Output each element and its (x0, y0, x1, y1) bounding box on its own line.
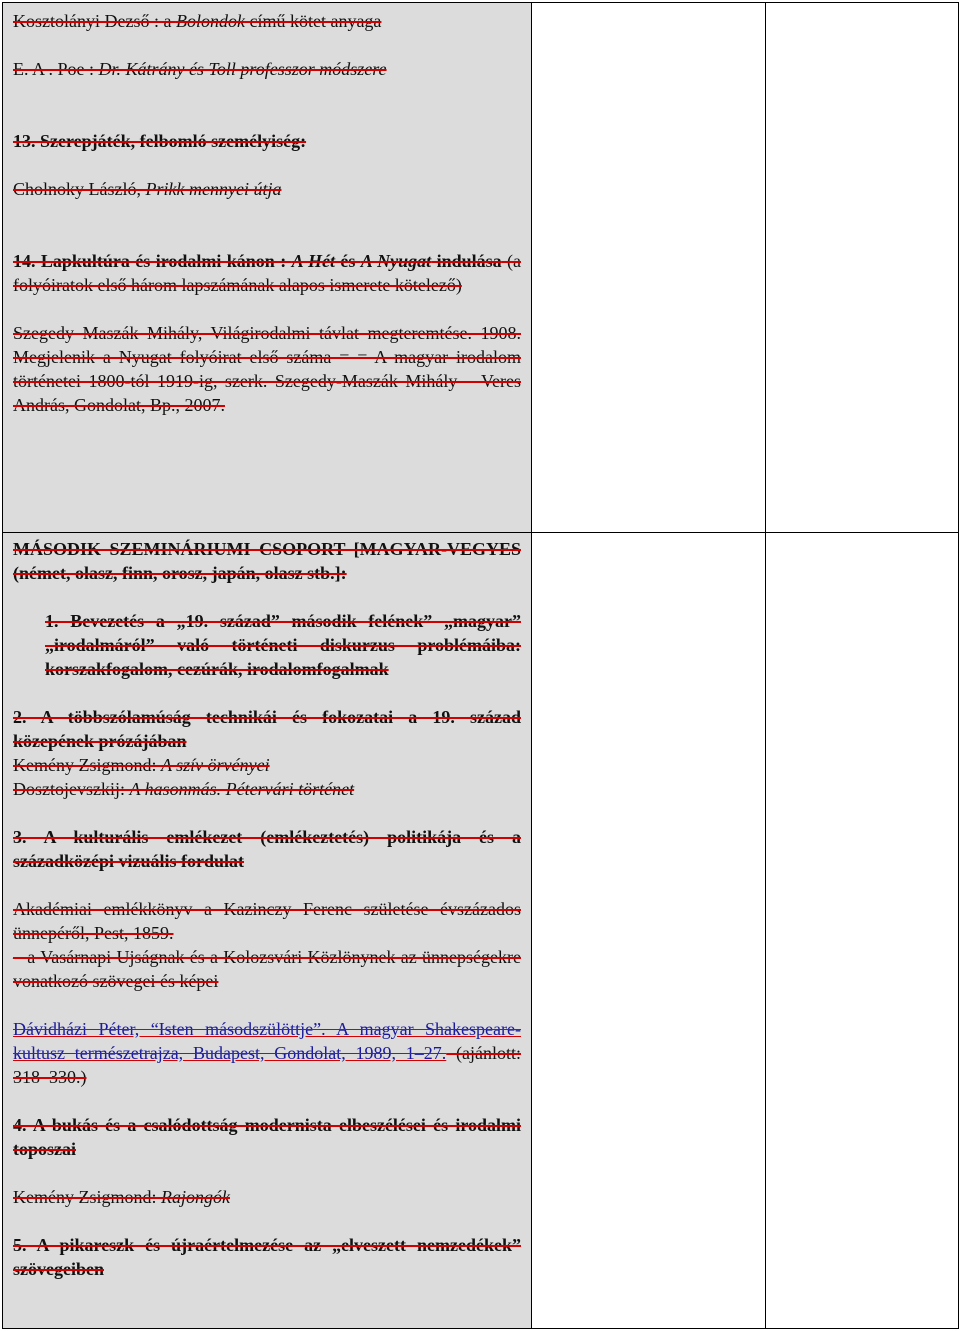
empty-cell (766, 533, 959, 1329)
topic-title: 5. A pikareszk és újraértelmezése az „elveszett nemzedékek” szövegeiben (13, 1235, 521, 1279)
content-cell (3, 533, 532, 1329)
reading-line: Cholnoky László, Prikk mennyei útja (13, 179, 282, 199)
reference-text: – a Vasárnapi Ujságnak és a Kolozsvári Közlönynek az ünnepségekre vonatkozó szövegei és képei (13, 947, 521, 991)
syllabus-table (2, 2, 959, 1329)
reading-line: Dosztojevszkij: A hasonmás. Pétervári történet (13, 779, 355, 799)
reading-line: Kosztolányi Dezső : a Bolondok című kötet anyaga (13, 11, 382, 31)
reading-line: Kemény Zsigmond: A szív örvényei (13, 755, 270, 775)
reference-text: Akadémiai emlékkönyv a Kazinczy Ferenc születése évszázados ünnepéről, Pest, 1859. (13, 899, 521, 943)
empty-cell (532, 533, 766, 1329)
group-title: MÁSODIK SZEMINÁRIUMI CSOPORT [MAGYAR-VEGYES (német, olasz, finn, orosz, japán, olasz stb.]: (13, 539, 521, 583)
empty-cell (766, 3, 959, 533)
topic-title: 13. Szerepjáték, felbomló személyiség: (13, 131, 307, 151)
topic-title: 2. A többszólamúság technikái és fokozatai a 19. század közepének prózájában (13, 707, 521, 751)
reading-line: E. A . Poe : Dr. Kátrány és Toll professzor módszere (13, 59, 387, 79)
reading-line: Kemény Zsigmond: Rajongók (13, 1187, 230, 1207)
reference-text: Szegedy Maszák Mihály, Világirodalmi távlat megteremtése. 1908. Megjelenik a Nyugat folyóirat első száma = = A magyar irodalom történetei 1800-tól 1919-ig, szerk. Szegedy-Maszák Mihály – Veres András, Gondolat, Bp., 2007. (13, 323, 521, 415)
reference-text: Dávidházi Péter, “Isten másodszülöttje”. A magyar Shakespeare-kultusz természetrajza, Budapest, Gondolat, 1989, 1–27. (ajánlott: 318–330.) (13, 1019, 521, 1087)
topic-title: 4. A bukás és a csalódottság modernista elbeszélései és irodalmi toposzai (13, 1115, 521, 1159)
topic-title: 14. Lapkultúra és irodalmi kánon : A Hét és A Nyugat indulása (a folyóiratok első három lapszámának alapos ismerete kötelező) (13, 251, 521, 295)
content-cell (3, 3, 532, 533)
empty-cell (532, 3, 766, 533)
intro-topic: 1. Bevezetés a „19. század” második felének” „magyar” „irodalmáról” való történeti diskurzus problémáiba: korszakfogalom, cezúrák, irodalomfogalmak (45, 611, 521, 679)
table-row (3, 3, 959, 533)
table-row (3, 533, 959, 1329)
topic-title: 3. A kulturális emlékezet (emlékeztetés) politikája és a századközépi vizuális fordulat (13, 827, 521, 871)
reference-link[interactable]: Dávidházi Péter, “Isten másodszülöttje”. A magyar Shakespeare-kultusz természetrajza, Budapest, Gondolat, 1989, 1–27. (13, 1019, 521, 1063)
